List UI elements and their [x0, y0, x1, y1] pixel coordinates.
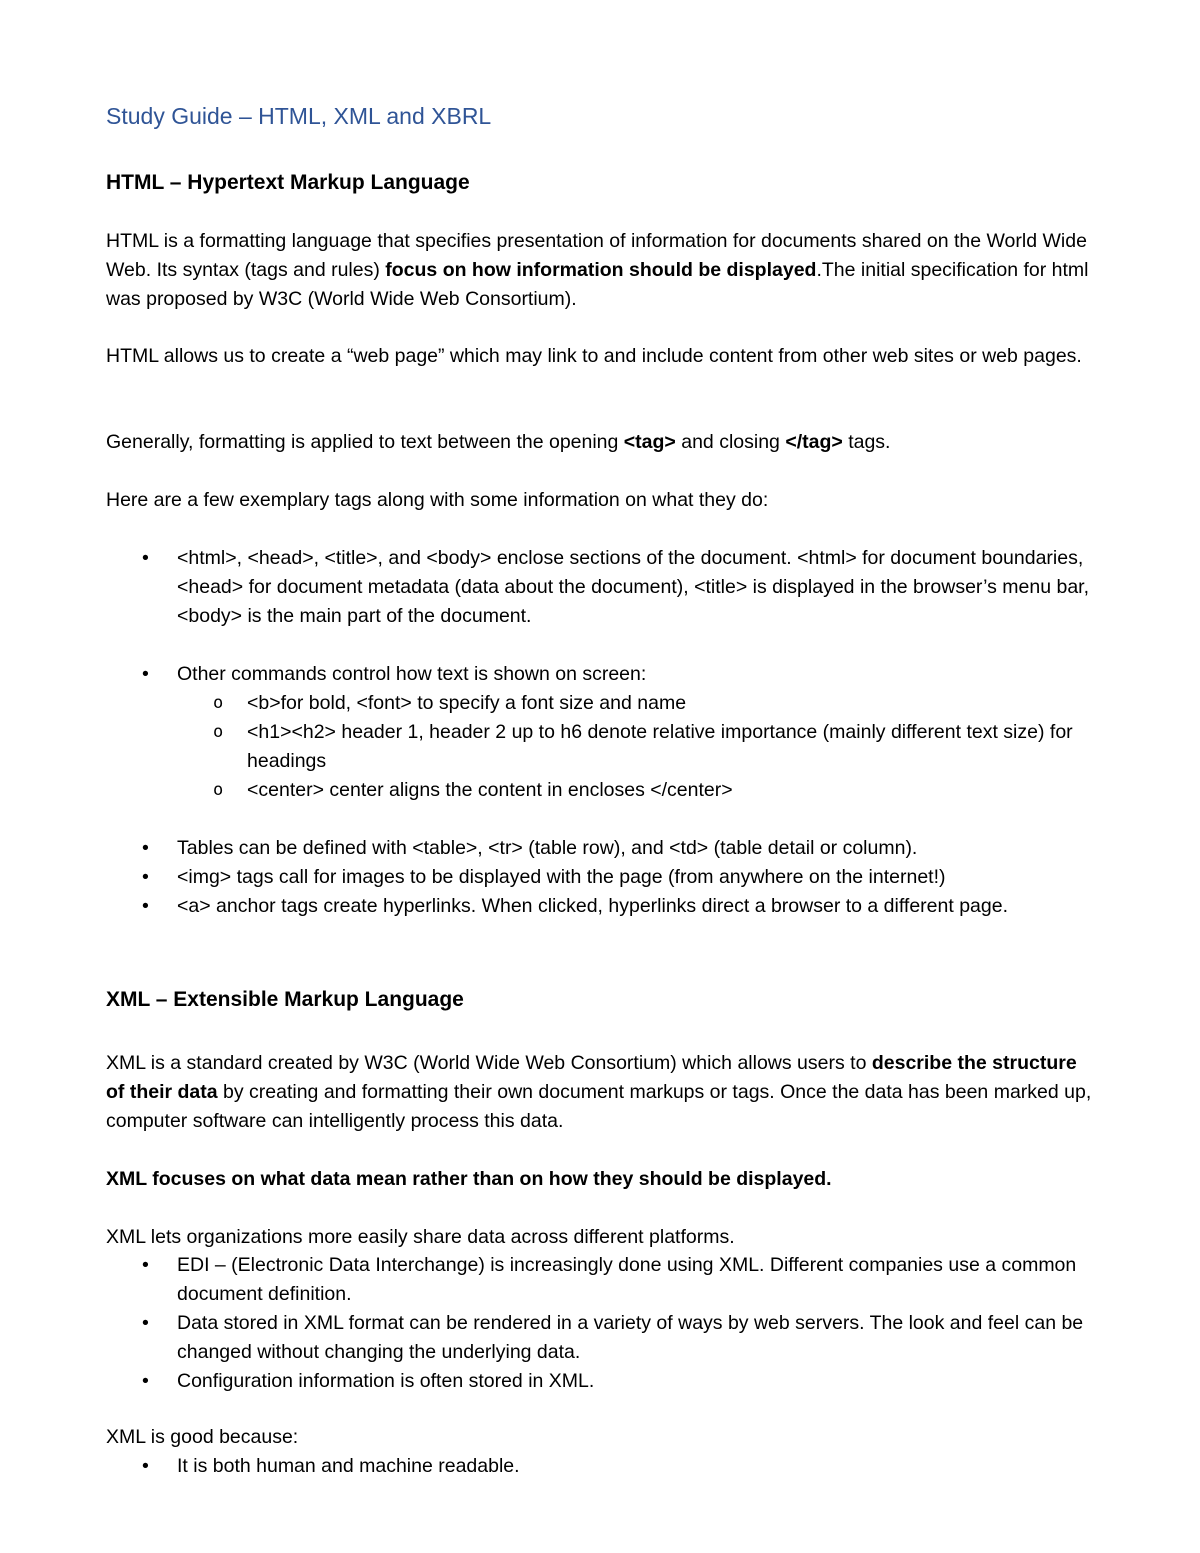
html-p3-text-c: and closing	[675, 431, 786, 453]
xml-bullet-list-1	[106, 1251, 1096, 1396]
list-item	[106, 1251, 1096, 1309]
bullet-text: <html>, <head>, <title>, and <body> enclose sections of the document. <html> for document boundaries, <head> for document metadata (data about the document), <title> is displayed in the browser’s menu bar, <body> is the main part of the document.	[177, 547, 1090, 627]
bullet-icon: •	[142, 1312, 149, 1334]
sub-bullet-text: <h1><h2> header 1, header 2 up to h6 denote relative importance (mainly different text size) for headings	[247, 721, 1073, 772]
html-p1-text-c: .The initial specification for html was proposed by W3C (World Wide Web Consortium).	[106, 259, 1089, 310]
bullet-text: Tables can be defined with <table>, <tr> (table row), and <td> (table detail or column).	[177, 837, 918, 859]
bullet-icon: •	[142, 866, 149, 888]
bullet-icon: •	[142, 1455, 149, 1477]
list-item	[106, 892, 1096, 921]
xml-p1-bold: describe the structure of their data	[106, 1052, 1077, 1103]
xml-paragraph-2: XML focuses on what data mean rather than on how they should be displayed.	[106, 1168, 832, 1190]
html-paragraph-2: HTML allows us to create a “web page” which may link to and include content from other web sites or web pages.	[106, 345, 1082, 367]
html-p1-bold: focus on how information should be displayed	[385, 259, 817, 281]
xml-paragraph-4: XML is good because:	[106, 1426, 299, 1448]
circle-bullet-icon: o	[213, 693, 224, 713]
bullet-icon: •	[142, 837, 149, 859]
circle-bullet-icon: o	[213, 722, 224, 742]
html-bullet-list	[106, 544, 1096, 921]
bullet-icon: •	[142, 663, 149, 685]
html-p3-close-tag: </tag>	[785, 431, 843, 453]
html-p3-open-tag: <tag>	[623, 431, 676, 453]
list-item	[106, 660, 1096, 805]
sub-bullet-text: <b>for bold, <font> to specify a font size and name	[247, 692, 687, 714]
html-p1-text-a: HTML is a formatting language that specifies presentation of information for documents shared on the World Wide Web. Its syntax (tags and rules)	[106, 230, 1087, 281]
html-paragraph-4: Here are a few exemplary tags along with some information on what they do:	[106, 489, 769, 511]
html-paragraph-1	[106, 227, 1096, 314]
bullet-icon: •	[142, 895, 149, 917]
xml-paragraph-3: XML lets organizations more easily share data across different platforms.	[106, 1226, 735, 1248]
bullet-text: Data stored in XML format can be rendered in a variety of ways by web servers. The look and feel can be changed without changing the underlying data.	[177, 1312, 1084, 1363]
html-p3-text-a: Generally, formatting is applied to text between the opening	[106, 431, 624, 453]
bullet-text: <img> tags call for images to be displayed with the page (from anywhere on the internet!)	[177, 866, 946, 888]
document-title: Study Guide – HTML, XML and XBRL	[106, 103, 492, 129]
html-heading: HTML – Hypertext Markup Language	[106, 171, 470, 194]
sub-list-item	[177, 776, 1096, 805]
bullet-text: EDI – (Electronic Data Interchange) is increasingly done using XML. Different companies use a common document definition.	[177, 1254, 1077, 1305]
sub-list-item	[177, 718, 1096, 776]
sub-bullet-text: <center> center aligns the content in encloses </center>	[247, 779, 733, 801]
xml-paragraph-1	[106, 1049, 1096, 1136]
html-paragraph-3	[106, 428, 1096, 457]
xml-bullet-list-2	[106, 1452, 1096, 1481]
html-p3-text-e: tags.	[842, 431, 891, 453]
xml-p1-text-c: by creating and formatting their own document markups or tags. Once the data has been marked up, computer software can intelligently process this data.	[106, 1081, 1092, 1132]
bullet-text: Configuration information is often stored in XML.	[177, 1370, 595, 1392]
list-item	[106, 1367, 1096, 1396]
bullet-text: <a> anchor tags create hyperlinks. When clicked, hyperlinks direct a browser to a different page.	[177, 895, 1008, 917]
xml-p1-text-a: XML is a standard created by W3C (World Wide Web Consortium) which allows users to	[106, 1052, 872, 1074]
bullet-text: It is both human and machine readable.	[177, 1455, 520, 1477]
xml-heading: XML – Extensible Markup Language	[106, 988, 464, 1011]
html-sub-list	[177, 689, 1096, 805]
list-item	[106, 544, 1096, 631]
bullet-icon: •	[142, 1254, 149, 1276]
circle-bullet-icon: o	[213, 780, 224, 800]
list-item	[106, 1452, 1096, 1481]
list-item	[106, 863, 1096, 892]
list-item	[106, 834, 1096, 863]
sub-list-item	[177, 689, 1096, 718]
bullet-icon: •	[142, 547, 149, 569]
bullet-icon: •	[142, 1370, 149, 1392]
bullet-text: Other commands control how text is shown on screen:	[177, 663, 647, 685]
list-item	[106, 1309, 1096, 1367]
